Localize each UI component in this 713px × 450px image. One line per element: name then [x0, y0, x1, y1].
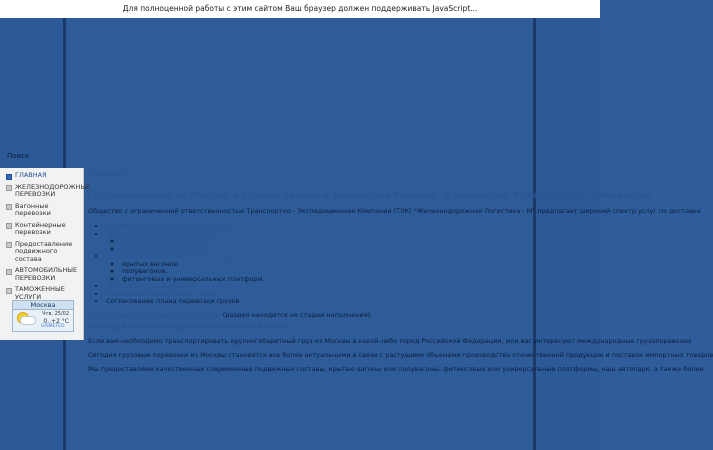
service-link[interactable]: Автомобильные перевозки [106, 282, 199, 290]
bullet-icon [6, 242, 12, 248]
bullet-icon [6, 174, 12, 180]
note-text: (раздел находится не стадии наполнения). [222, 310, 373, 319]
cloud-icon [20, 316, 36, 325]
weather-date: Чтв, 25/02 [42, 311, 69, 317]
sidebar-item-label: ГЛАВНАЯ [15, 171, 47, 179]
javascript-warning-bar [0, 0, 600, 18]
main-content [88, 170, 713, 373]
body-paragraph: Мы предоставляем качественные современные подвижные составы, крытые вагоны или полувагоны, фитинговые или универсальные платформы, наш автопарк, а также более [88, 364, 704, 373]
note-link[interactable]: Все вагоны, контейнеры и платформы [88, 310, 221, 319]
note-line [88, 311, 600, 319]
list-item[interactable] [106, 231, 600, 254]
service-text: Согласование плана перевозки грузов. [106, 297, 242, 305]
bullet-icon [6, 269, 12, 275]
sub-item: 20 футовые контейнеры [122, 237, 207, 245]
bullet-icon [6, 185, 12, 191]
sub-list [106, 261, 600, 284]
service-link[interactable]: Таможенное оформление грузов [106, 289, 220, 298]
services-list [88, 223, 600, 306]
service-link[interactable]: Перевозки грузов в контейнерах [106, 229, 220, 238]
sidebar-item-label: Вагонные перевозки [15, 201, 51, 217]
bullet-icon [6, 288, 12, 294]
sub-item: 40 футовые контейнеры [122, 244, 207, 253]
sidebar-item-railway[interactable] [0, 182, 91, 201]
sidebar-item-label: ЖЕЛЕЗНОДОРОЖНЫЕ ПЕРЕВОЗКИ [15, 182, 91, 198]
bullet-icon [6, 223, 12, 229]
sub-item: крытых вагонов, [122, 259, 180, 268]
body-paragraph: Если вам необходимо транспортировать крупногабаритный груз из Москвы в какой-либо город Российской Федерации, или вас интересуют международные грузоперевозки [88, 336, 692, 345]
list-item[interactable] [106, 253, 600, 283]
section-heading: Выбирайте наши надежные услуги по России [88, 321, 288, 331]
bullet-icon [6, 204, 12, 210]
intro-text: Общество с ограниченной ответственностью Транспортно - Экспедиционная Компания (ТЭК) "Железнодорожная Логистика - М" предлагает широкий спектр услуг по доставке [88, 207, 701, 215]
service-link[interactable]: Предоставление подвижного состава [106, 252, 237, 260]
javascript-warning-text: Для полноценной работы с этим сайтом Ваш браузер должен поддерживать JavaScript... [122, 4, 478, 13]
sidebar-item-label: ТАМОЖЕННЫЕ УСЛУГИ [15, 285, 65, 301]
weather-brand: GISMETEO [41, 324, 65, 329]
sidebar-item-wagon[interactable] [0, 201, 83, 220]
body-paragraph: Сегодня грузовые перевозки из Москвы становятся все более актуальными в связи с растущими объемами производства отечественной продукции и поставок импортных товаров [88, 350, 713, 359]
sub-list [106, 238, 600, 253]
weather-temperature: 0..+2 °C [43, 318, 69, 325]
sidebar-item-auto[interactable] [0, 265, 83, 284]
sidebar-item-home[interactable] [0, 170, 83, 182]
weather-city: Москва [13, 301, 73, 310]
search-label[interactable]: Поиск [7, 152, 30, 160]
list-item [122, 261, 600, 269]
sidebar-item-label: Предоставление подвижного состава [15, 239, 73, 263]
page-title: Главная [88, 170, 126, 179]
sidebar-item-rolling-stock[interactable] [0, 239, 83, 266]
page-headline: Грузоперевозки по России, в страны Балтии и Европы, на Украину, в Казахстан, Туркменистан, Узбекистан [88, 191, 653, 201]
sidebar-item-container[interactable] [0, 220, 83, 239]
sub-item: фитинговых и универсальных платформ. [122, 274, 265, 283]
weather-widget[interactable] [12, 300, 74, 332]
list-item [106, 298, 600, 306]
sidebar-item-label: АВТОМОБИЛЬНЫЕ ПЕРЕВОЗКИ [15, 266, 78, 282]
service-link[interactable]: Железнодорожные перевозки грузов [106, 222, 236, 230]
sidebar-item-label: Контейнерные перевозки [15, 220, 66, 236]
sub-item: полувагонов, [122, 267, 168, 275]
